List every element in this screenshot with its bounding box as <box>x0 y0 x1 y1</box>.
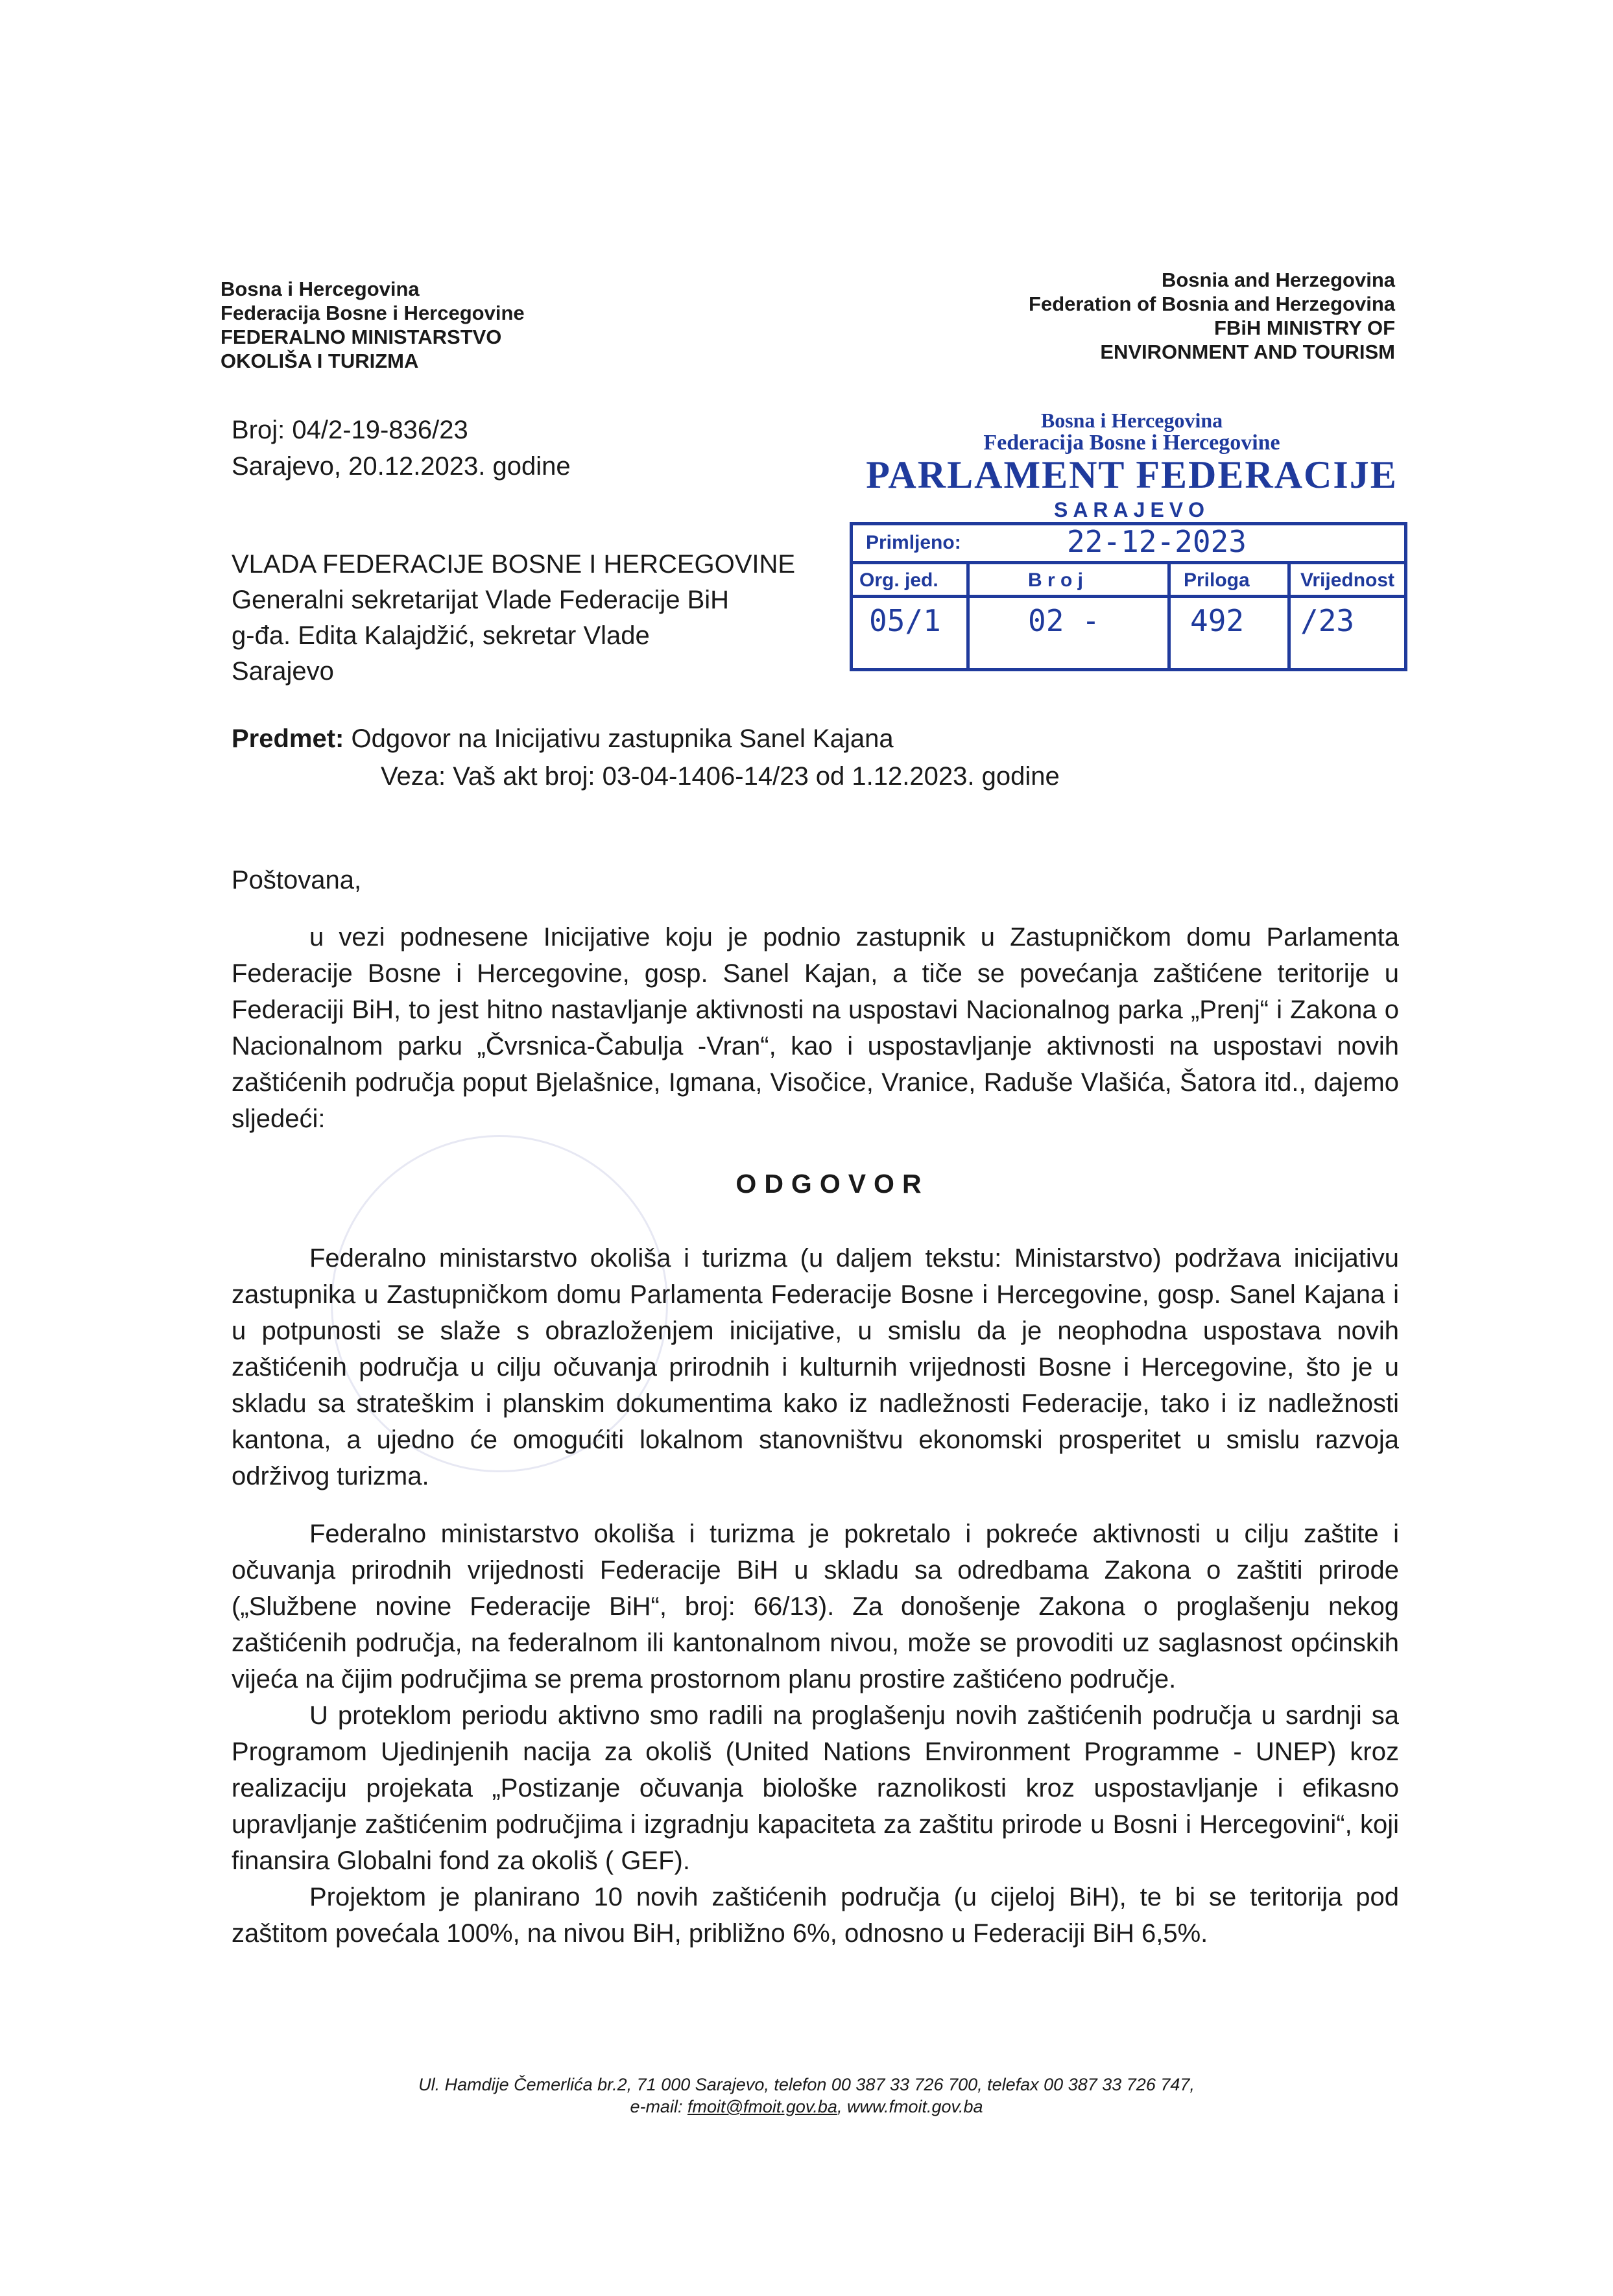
stamp-received-label: Primljeno: <box>866 532 961 553</box>
stamp-divider <box>1287 564 1291 671</box>
stamp-col-priloga: Priloga <box>1184 569 1250 591</box>
letterhead-left-line: Federacija Bosne i Hercegovine <box>221 302 525 324</box>
stamp-table <box>850 522 1407 671</box>
letterhead-right-line: Bosnia and Herzegovina <box>1161 269 1395 291</box>
stamp-line-4: SARAJEVO <box>1053 498 1210 521</box>
footer-email-label: e-mail: <box>630 2097 687 2116</box>
footer-website[interactable]: , www.fmoit.gov.ba <box>837 2097 983 2116</box>
response-title: ODGOVOR <box>735 1169 929 1199</box>
paragraph-support <box>232 1240 1399 1494</box>
stamp-header-row <box>853 564 1404 598</box>
footer-email-link[interactable]: fmoit@fmoit.gov.ba <box>687 2097 837 2116</box>
letterhead-left <box>221 277 525 373</box>
document-date: Sarajevo, 20.12.2023. godine <box>232 452 571 481</box>
letterhead-right-line: FBiH MINISTRY OF <box>1214 317 1395 339</box>
stamp-divider <box>1167 564 1171 671</box>
letterhead-right-line: Federation of Bosnia and Herzegovina <box>1029 293 1395 315</box>
stamp-received-date: 22-12-2023 <box>1067 524 1247 559</box>
paragraph-text: Federalno ministarstvo okoliša i turizma (u daljem tekstu: Ministarstvo) podržava inicijativu zastupnika u Zastupničkom domu Parlamenta Federacije Bosne i Hercegovine, gosp. Sanel Kajana i u potpunosti se slaže s obrazloženjem inicijative, u smislu da je neophodna uspostava novih zaštićenih područja u cilju očuvanja prirodnih i kulturnih vrijednosti Bosne i Hercegovine, što je u skladu sa strateškim i planskim dokumentima kako iz nadležnosti Federacije, tako i iz nadležnosti kantona, a ujedno će omogućiti lokalnom stanovništvu ekonomski prosperitet u smislu razvoja održivog turizma. <box>232 1244 1399 1490</box>
paragraph-text: U proteklom periodu aktivno smo radili na proglašenju novih zaštićenih područja u sardnji sa Programom Ujedinjenih nacija za okoliš (United Nations Environment Programme - UNEP) kroz realizaciju projekata „Postizanje očuvanja biološke raznolikosti kroz uspostavljanje i efikasno upravljanje zaštićenim područjima i izgradnju kapaciteta za zaštitu prirode u Bosni i Hercegovini“, koji finansira Globalni fond za okoliš ( GEF). <box>232 1701 1399 1875</box>
recipient-line: Sarajevo <box>232 657 334 686</box>
reference-number: Broj: 04/2-19-836/23 <box>232 416 468 444</box>
stamp-col-org: Org. jed. <box>859 569 938 591</box>
recipient-line: g-đa. Edita Kalajdžić, sekretar Vlade <box>232 621 650 650</box>
document-meta <box>232 412 571 484</box>
letterhead-right-line: ENVIRONMENT AND TOURISM <box>1100 341 1395 363</box>
stamp-line-1: Bosna i Hercegovina <box>1040 409 1223 432</box>
stamp-value-org: 05/1 <box>869 603 941 638</box>
subject-label: Predmet: <box>232 724 344 753</box>
stamp-value-priloga: 492 <box>1190 603 1245 638</box>
footer-email-line <box>0 2096 1613 2118</box>
letterhead-right <box>1029 268 1395 364</box>
recipient-line: VLADA FEDERACIJE BOSNE I HERCEGOVINE <box>232 550 796 579</box>
recipient-line: Generalni sekretarijat Vlade Federacije BiH <box>232 586 730 614</box>
stamp-line-3: PARLAMENT FEDERACIJE <box>866 453 1398 496</box>
paragraph-activities <box>232 1516 1399 1952</box>
recipient-block <box>232 547 795 689</box>
stamp-received-row <box>853 525 1404 564</box>
stamp-divider <box>966 564 970 671</box>
subject-text: Odgovor na Inicijativu zastupnika Sanel Kajana <box>344 724 894 753</box>
parliament-received-stamp <box>850 409 1414 681</box>
letterhead-left-line: OKOLIŠA I TURIZMA <box>221 350 419 372</box>
footer-contact <box>0 2074 1613 2118</box>
footer-address: Ul. Hamdije Čemerlića br.2, 71 000 Sarajevo, telefon 00 387 33 726 700, telefax 00 387 33 726 747, <box>418 2075 1195 2094</box>
subject-reference: Veza: Vaš akt broj: 03-04-1406-14/23 od 1.12.2023. godine <box>381 762 1060 791</box>
greeting: Poštovana, <box>232 866 362 894</box>
paragraph-intro <box>232 919 1399 1137</box>
stamp-col-vrijednost: Vrijednost <box>1300 569 1395 591</box>
stamp-col-broj: B r o j <box>1028 569 1084 591</box>
stamp-value-vrijednost: /23 <box>1300 603 1355 638</box>
letterhead-left-line: Bosna i Hercegovina <box>221 278 420 300</box>
letterhead-left-line: FEDERALNO MINISTARSTVO <box>221 326 502 348</box>
subject-block <box>232 720 1060 795</box>
stamp-value-broj: 02 - <box>1028 603 1100 638</box>
paragraph-text: u vezi podnesene Inicijative koju je podnio zastupnik u Zastupničkom domu Parlamenta Federacije Bosne i Hercegovine, gosp. Sanel Kajan, a tiče se povećanja zaštićene teritorije u Federaciji BiH, to jest hitno nastavljanje aktivnosti na uspostavi Nacionalnog parka „Prenj“ i Zakona o Nacionalnom parku „Čvrsnica-Čabulja -Vran“, kao i uspostavljanje aktivnosti na uspostavi novih zaštićenih područja poput Bjelašnice, Igmana, Visočice, Vranice, Raduše Vlašića, Šatora itd., dajemo sljedeći: <box>232 923 1399 1133</box>
paragraph-text: Projektom je planirano 10 novih zaštićenih područja (u cijeloj BiH), te bi se teritorija pod zaštitom povećala 100%, na nivou BiH, približno 6%, odnosno u Federaciji BiH 6,5%. <box>232 1883 1399 1948</box>
stamp-line-2: Federacija Bosne i Hercegovine <box>983 431 1280 455</box>
paragraph-text: Federalno ministarstvo okoliša i turizma je pokretalo i pokreće aktivnosti u cilju zaštite i očuvanja prirodnih vrijednosti Federacije BiH u skladu sa odredbama Zakona o zaštiti prirode („Službene novine Federacije BiH“, broj: 66/13). Za donošenje Zakona o proglašenju nekog zaštićenih područja, na federalnom ili kantonalnom nivou, može se provoditi uz saglasnost općinskih vijeća na čijim područjima se prema prostornom planu prostire zaštićeno područje. <box>232 1520 1399 1693</box>
